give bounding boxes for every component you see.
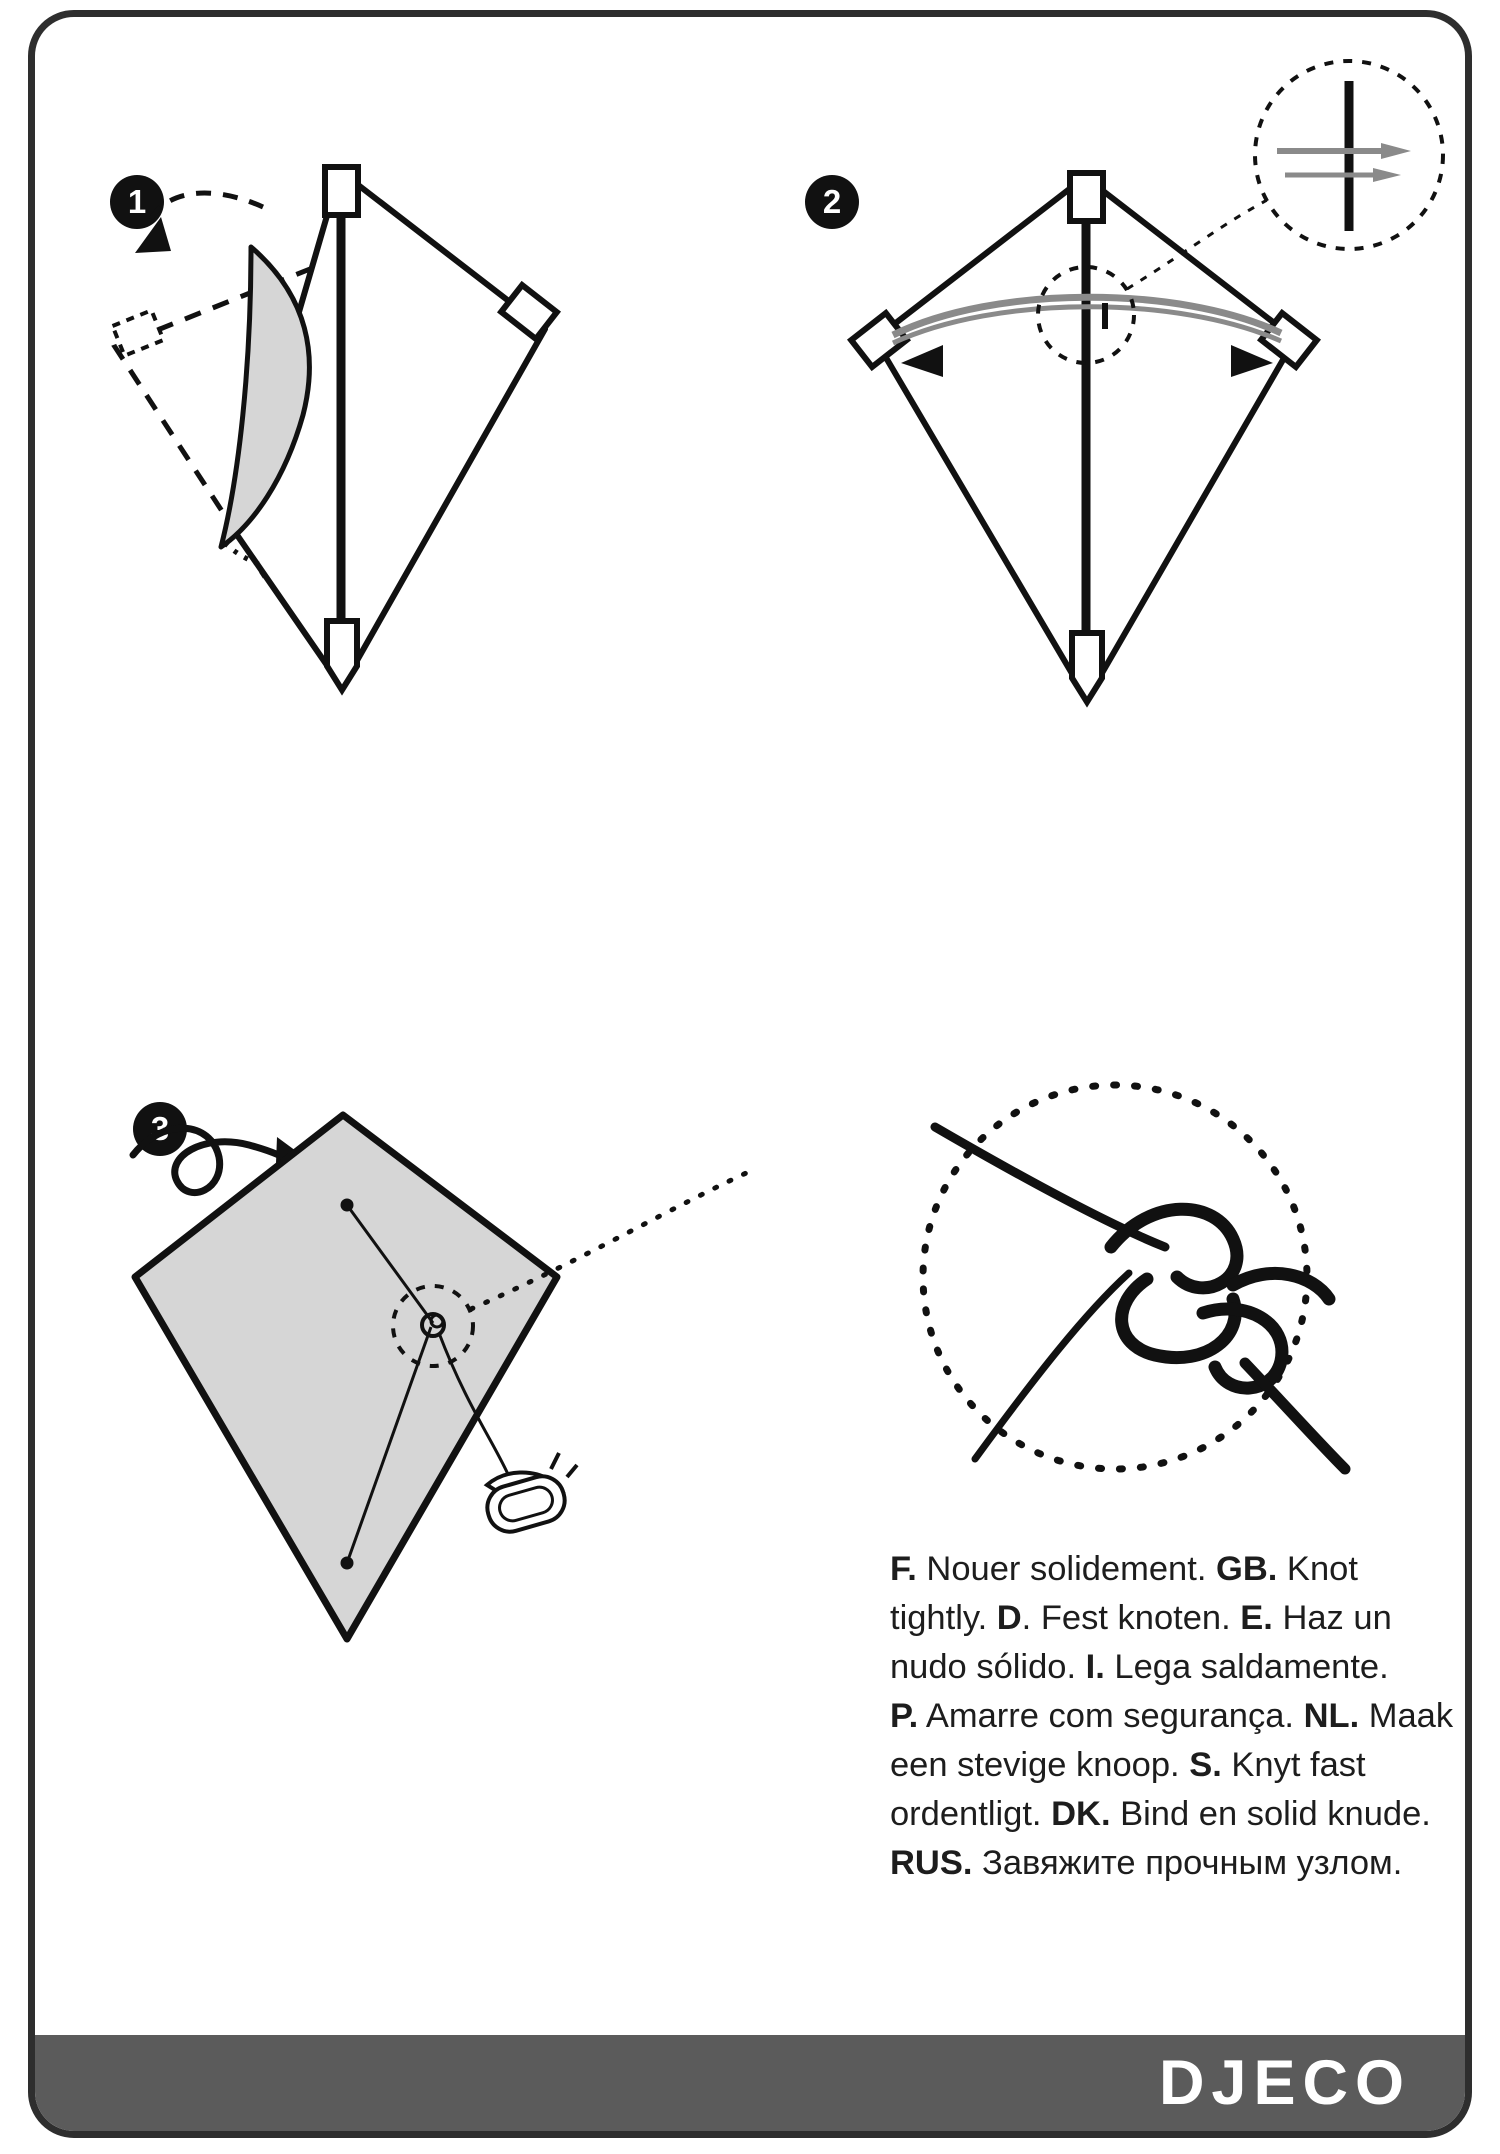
caption-line: een stevige knoop. S. Knyt fast (890, 1745, 1366, 1784)
caption-line: nudo sólido. I. Lega saldamente. (890, 1647, 1389, 1686)
caption-line: F. Nouer solidement. GB. Knot (890, 1550, 1358, 1588)
step-1-diagram (95, 147, 735, 967)
caption-line: P. Amarre com segurança. NL. Maak (890, 1696, 1454, 1735)
step-badge-1-label: 1 (127, 183, 147, 220)
step-2-diagram (775, 77, 1465, 967)
brand-logo: DJECO (1158, 2047, 1411, 2118)
fold-arrow (135, 193, 263, 253)
dashed-corner-pocket (113, 310, 164, 355)
footer-bar (35, 2035, 1465, 2131)
multilingual-knot-caption (890, 1545, 1470, 1888)
caption-line: ordentligt. DK. Bind en solid knude. (890, 1794, 1431, 1833)
detail-leader-line (471, 1169, 755, 1309)
step-3-diagram (115, 1077, 835, 1937)
step-badge-3-label: 3 (150, 1110, 170, 1147)
instruction-card (28, 10, 1472, 2138)
line-winder-handle (482, 1453, 577, 1537)
step-badge-2-label: 2 (822, 183, 842, 220)
caption-line: RUS. Завяжите прочным узлом. (890, 1843, 1403, 1882)
caption-line: tightly. D. Fest knoten. E. Haz un (890, 1598, 1392, 1637)
knot-detail-inset (915, 1077, 1385, 1507)
spar-insert-detail-inset (1255, 61, 1443, 249)
